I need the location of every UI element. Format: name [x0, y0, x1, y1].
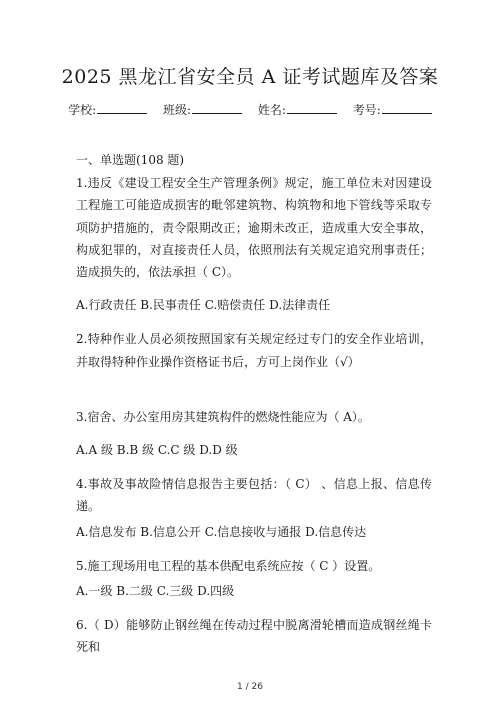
question-1: 1.违反《建设工程安全生产管理条例》规定，施工单位未对因建设工程施工可能造成损害的毗邻建筑物、构筑物和地下管线等采取专项防护措施的，责令限期改正；逾期未改正，造成重大安全事故，构成犯罪的，对直接责任人员，依照刑法有关规定追究刑事责任；造成损失的，依法承担（ C）。: [76, 176, 432, 280]
school-blank[interactable]: [97, 102, 147, 114]
class-label: 班级:: [163, 103, 192, 117]
section-heading: 一、单选题(108 题): [76, 153, 185, 167]
question-5-options: A.一级 B.二级 C.三级 D.四级: [76, 584, 235, 599]
question-2: 2.特种作业人员必须按照国家有关规定经过专门的安全作业培训，并取得特种作业操作资格证书后，方可上岗作业（√）: [76, 332, 432, 369]
page-number: 1 / 26: [237, 682, 263, 692]
exam-number-field: [353, 101, 432, 118]
question-5: 5.施工现场用电工程的基本供配电系统应按（ C ）设置。: [76, 558, 381, 573]
document-title: 2025 黑龙江省安全员 A 证考试题库及答案: [61, 66, 439, 88]
question-4: 4.事故及事故险情信息报告主要包括：（ C） 、信息上报、信息传递。: [76, 477, 432, 514]
class-blank[interactable]: [192, 102, 242, 114]
name-blank[interactable]: [287, 102, 337, 114]
school-label: 学校:: [68, 103, 97, 117]
name-field: [258, 101, 337, 118]
class-field: [163, 101, 242, 118]
document-body: [76, 149, 432, 659]
question-3-options: A.A 级 B.B 级 C.C 级 D.D 级: [76, 443, 238, 458]
school-field: [68, 101, 147, 118]
exam-number-blank[interactable]: [382, 102, 432, 114]
student-info-row: [0, 101, 500, 118]
question-1-options: A.行政责任 B.民事责任 C.赔偿责任 D.法律责任: [76, 298, 331, 313]
name-label: 姓名:: [257, 103, 286, 117]
question-3: 3.宿舍、办公室用房其建筑构件的燃烧性能应为（ A）。: [76, 409, 370, 424]
question-6: 6.（ D）能够防止钢丝绳在传动过程中脱离滑轮槽而造成钢丝绳卡死和: [76, 618, 432, 655]
exam-number-label: 考号:: [352, 103, 381, 117]
question-4-options: A.信息发布 B.信息公开 C.信息接收与通报 D.信息传达: [76, 524, 367, 539]
